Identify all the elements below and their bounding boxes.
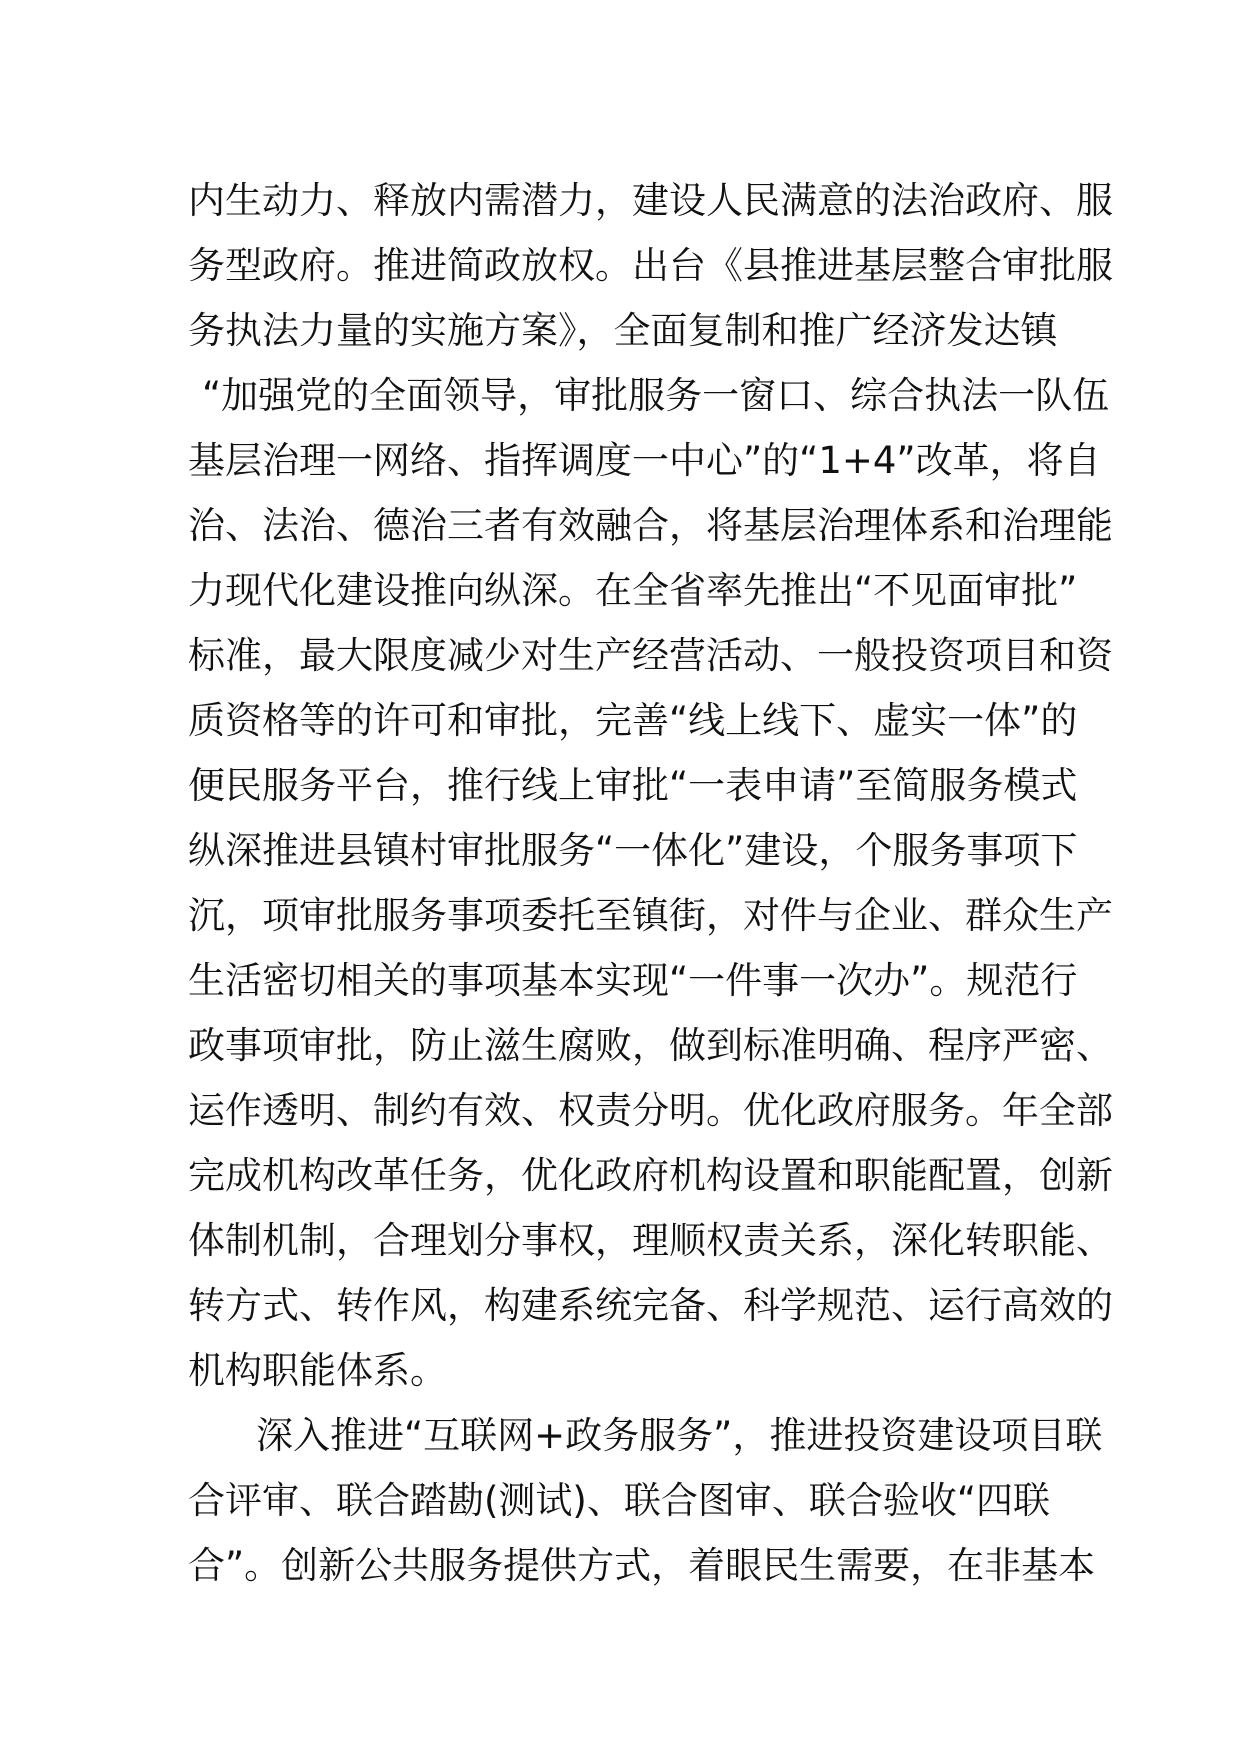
text-line: 务型政府。推进简政放权。出台《县推进基层整合审批服 [188,244,1113,287]
body-text [188,168,1113,1598]
text-line: 治、法治、德治三者有效融合，将基层治理体系和治理能 [188,504,1113,547]
text-line: 务执法力量的实施方案》，全面复制和推广经济发达镇 [188,309,1058,352]
text-line: 机构职能体系。 [188,1349,447,1392]
text-line: 基层治理一网络、指挥调度一中心”的“1+4”改革，将自 [188,439,1101,482]
text-line: 运作透明、制约有效、权责分明。优化政府服务。年全部 [188,1089,1113,1132]
text-line: 合”。创新公共服务提供方式，着眼民生需要，在非基本 [188,1544,1096,1587]
text-line: 力现代化建设推向纵深。在全省率先推出“不见面审批” [188,569,1078,612]
text-line: 纵深推进县镇村审批服务“一体化”建设，个服务事项下 [188,829,1078,872]
text-line: 转方式、转作风，构建系统完备、科学规范、运行高效的 [188,1284,1113,1327]
text-line: 深入推进“互联网+政务服务”，推进投资建设项目联 [256,1414,1103,1457]
text-line: 内生动力、释放内需潜力，建设人民满意的法治政府、服 [188,179,1113,222]
text-line: 标准，最大限度减少对生产经营活动、一般投资项目和资 [188,634,1113,677]
text-line: “加强党的全面领导，审批服务一窗口、综合执法一队伍 [202,374,1110,417]
text-line: 体制机制，合理划分事权，理顺权责关系，深化转职能、 [188,1219,1113,1262]
text-line: 便民服务平台，推行线上审批“一表申请”至简服务模式 [188,764,1078,807]
text-line: 合评审、联合踏勘(测试)、联合图审、联合验收“四联 [188,1479,1051,1522]
text-line: 质资格等的许可和审批，完善“线上线下、虚实一体”的 [188,699,1078,742]
text-line: 沉，项审批服务事项委托至镇街，对件与企业、群众生产 [188,894,1113,937]
text-line: 政事项审批，防止滋生腐败，做到标准明确、程序严密、 [188,1024,1113,1067]
text-line: 完成机构改革任务，优化政府机构设置和职能配置，创新 [188,1154,1113,1197]
text-line: 生活密切相关的事项基本实现“一件事一次办”。规范行 [188,959,1078,1002]
